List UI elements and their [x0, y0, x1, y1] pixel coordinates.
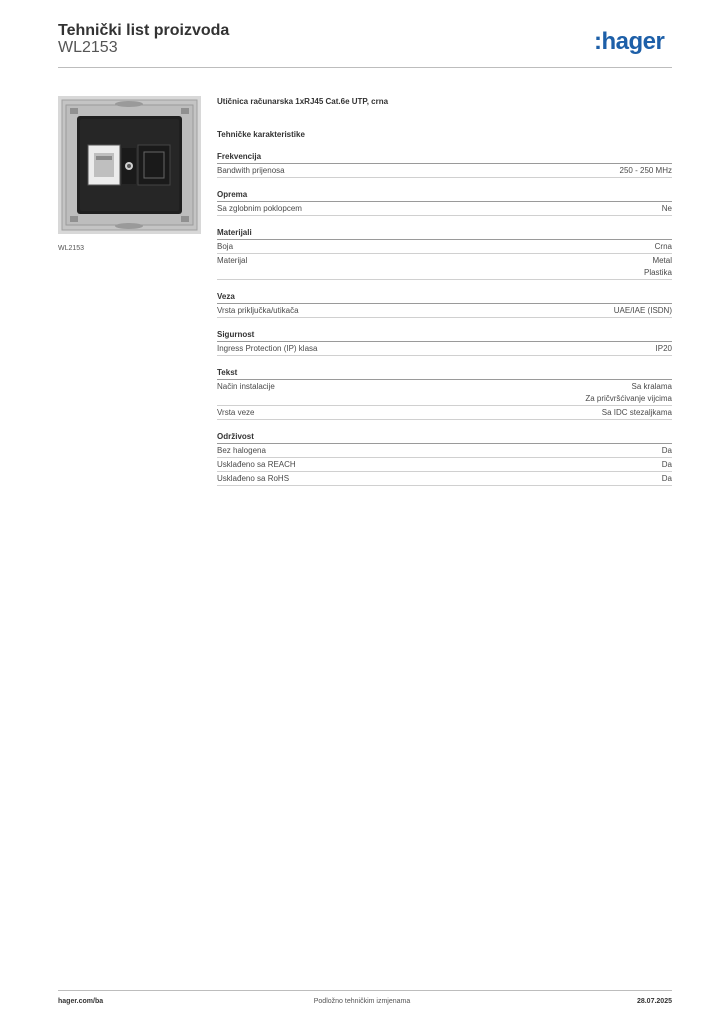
logo-text: hager [601, 28, 665, 55]
spec-value [656, 343, 672, 355]
spec-row [217, 304, 672, 318]
product-image [58, 96, 201, 234]
spec-value [620, 165, 672, 177]
image-caption: WL2153 [58, 245, 85, 252]
spec-value-line: UAE/IAE (ISDN) [613, 306, 672, 315]
product-title: Utičnica računarska 1xRJ45 Cat.6e UTP, crna [217, 97, 389, 106]
spec-value-line: IP20 [655, 344, 672, 353]
spec-value [614, 305, 672, 317]
spec-section [217, 189, 672, 216]
spec-sections [217, 151, 672, 486]
section-title: Frekvencija [217, 151, 672, 164]
spec-value-line: Da [661, 474, 672, 483]
section-title: Oprema [217, 189, 672, 202]
spec-value-line: Za pričvršćivanje vijcima [585, 394, 672, 403]
spec-section [217, 431, 672, 486]
characteristics-heading: Tehničke karakteristike [217, 130, 305, 139]
spec-value [662, 445, 672, 457]
hager-logo: :hager [594, 28, 665, 55]
spec-value [662, 473, 672, 485]
section-title: Materijali [217, 227, 672, 240]
spec-section [217, 151, 672, 178]
spec-value-line: Plastika [643, 268, 672, 277]
spec-value-line: 250 - 250 MHz [619, 166, 672, 175]
spec-row [217, 342, 672, 356]
section-title: Tekst [217, 367, 672, 380]
spec-section [217, 227, 672, 280]
spec-value-line: Sa IDC stezaljkama [601, 408, 672, 417]
spec-section [217, 367, 672, 420]
spec-label: Bez halogena [217, 446, 266, 455]
spec-row [217, 240, 672, 254]
section-title: Sigurnost [217, 329, 672, 342]
spec-row [217, 380, 672, 406]
spec-value [662, 203, 672, 215]
spec-label: Ingress Protection (IP) klasa [217, 344, 318, 353]
spec-row [217, 164, 672, 178]
spec-label: Način instalacije [217, 382, 275, 391]
footer-divider [58, 990, 672, 991]
spec-value-line: Metal [652, 256, 672, 265]
product-code: WL2153 [58, 39, 118, 56]
spec-value [602, 407, 672, 419]
spec-label: Boja [217, 242, 234, 251]
spec-section [217, 291, 672, 318]
spec-value-line: Ne [661, 204, 672, 213]
spec-value [662, 459, 672, 471]
page-title: Tehnički list proizvoda [58, 22, 230, 39]
spec-label: Bandwith prijenosa [217, 166, 285, 175]
footer-website: hager.com/ba [58, 998, 104, 1005]
spec-label: Usklađeno sa RoHS [217, 474, 290, 483]
spec-value-line: Sa kralama [631, 382, 672, 391]
spec-value [585, 381, 672, 405]
spec-row [217, 444, 672, 458]
spec-label: Usklađeno sa REACH [217, 460, 296, 469]
spec-row [217, 458, 672, 472]
section-title: Veza [217, 291, 672, 304]
spec-row [217, 406, 672, 420]
spec-value [655, 241, 672, 253]
spec-row [217, 472, 672, 486]
spec-value [644, 255, 672, 279]
spec-row [217, 254, 672, 280]
spec-value-line: Da [661, 460, 672, 469]
spec-row [217, 202, 672, 216]
spec-label: Vrsta priključka/utikača [217, 306, 299, 315]
spec-label: Vrsta veze [217, 408, 255, 417]
spec-content [217, 96, 672, 497]
spec-label: Sa zglobnim poklopcem [217, 204, 302, 213]
spec-section [217, 329, 672, 356]
header-divider [58, 67, 672, 68]
spec-value-line: Da [661, 446, 672, 455]
footer-notice: Podložno tehničkim izmjenama [313, 998, 411, 1005]
section-title: Održivost [217, 431, 672, 444]
spec-label: Materijal [217, 256, 248, 265]
footer-date: 28.07.2025 [636, 998, 672, 1005]
spec-value-line: Crna [654, 242, 672, 251]
